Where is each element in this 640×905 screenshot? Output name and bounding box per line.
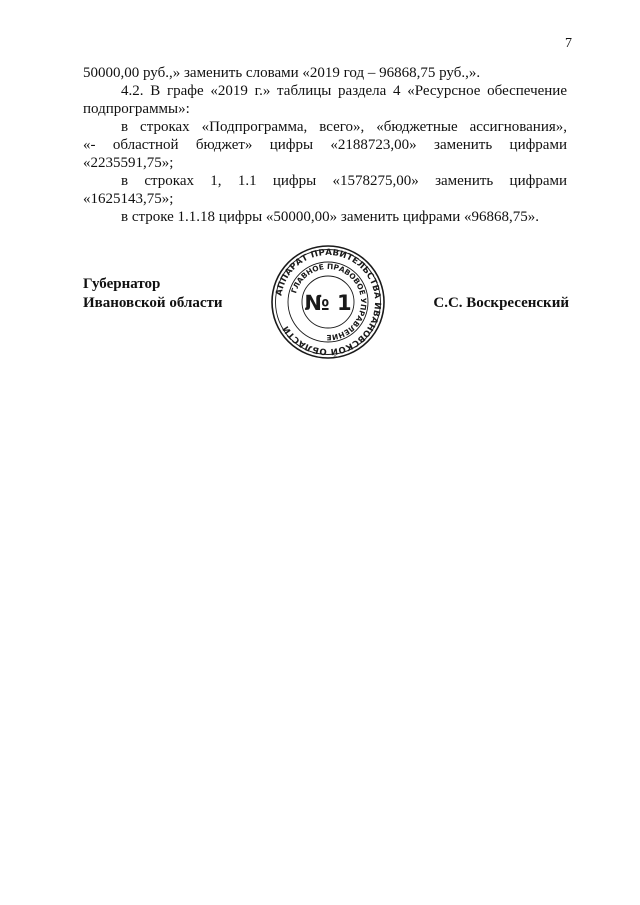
body-line: 50000,00 руб.,» заменить словами «2019 год – 96868,75 руб.,». — [83, 65, 481, 81]
body-line: подпрограммы»: — [83, 101, 190, 117]
body-line: в строках 1, 1.1 цифры «1578275,00» заменить цифрами — [121, 173, 567, 189]
body-line: 4.2. В графе «2019 г.» таблицы раздела 4 «Ресурсное обеспечение — [121, 83, 567, 99]
seal-outer-textpath: АППАРАТ ПРАВИТЕЛЬСТВА ИВАНОВСКОЙ ОБЛАСТИ — [274, 247, 383, 357]
signatory-name: С.С. Воскресенский — [433, 295, 569, 311]
signatory-title-line1: Губернатор — [83, 276, 161, 292]
body-line: «1625143,75»; — [83, 191, 174, 207]
body-line: «2235591,75»; — [83, 155, 174, 171]
body-line: в строках «Подпрограмма, всего», «бюджетные ассигнования», — [121, 119, 567, 135]
body-line: «- областной бюджет» цифры «2188723,00» заменить цифрами — [83, 137, 567, 153]
body-line: в строке 1.1.18 цифры «50000,00» заменить цифрами «96868,75». — [121, 209, 540, 225]
signatory-title — [83, 275, 223, 313]
body-text — [83, 64, 567, 226]
seal-number: № 1 — [304, 291, 352, 315]
page-number: 7 — [565, 36, 572, 51]
official-seal-stamp — [270, 244, 386, 360]
seal-inner-textpath: ГЛАВНОЕ ПРАВОВОЕ УПРАВЛЕНИЕ — [289, 261, 369, 343]
signatory-title-line2: Ивановской области — [83, 295, 223, 311]
